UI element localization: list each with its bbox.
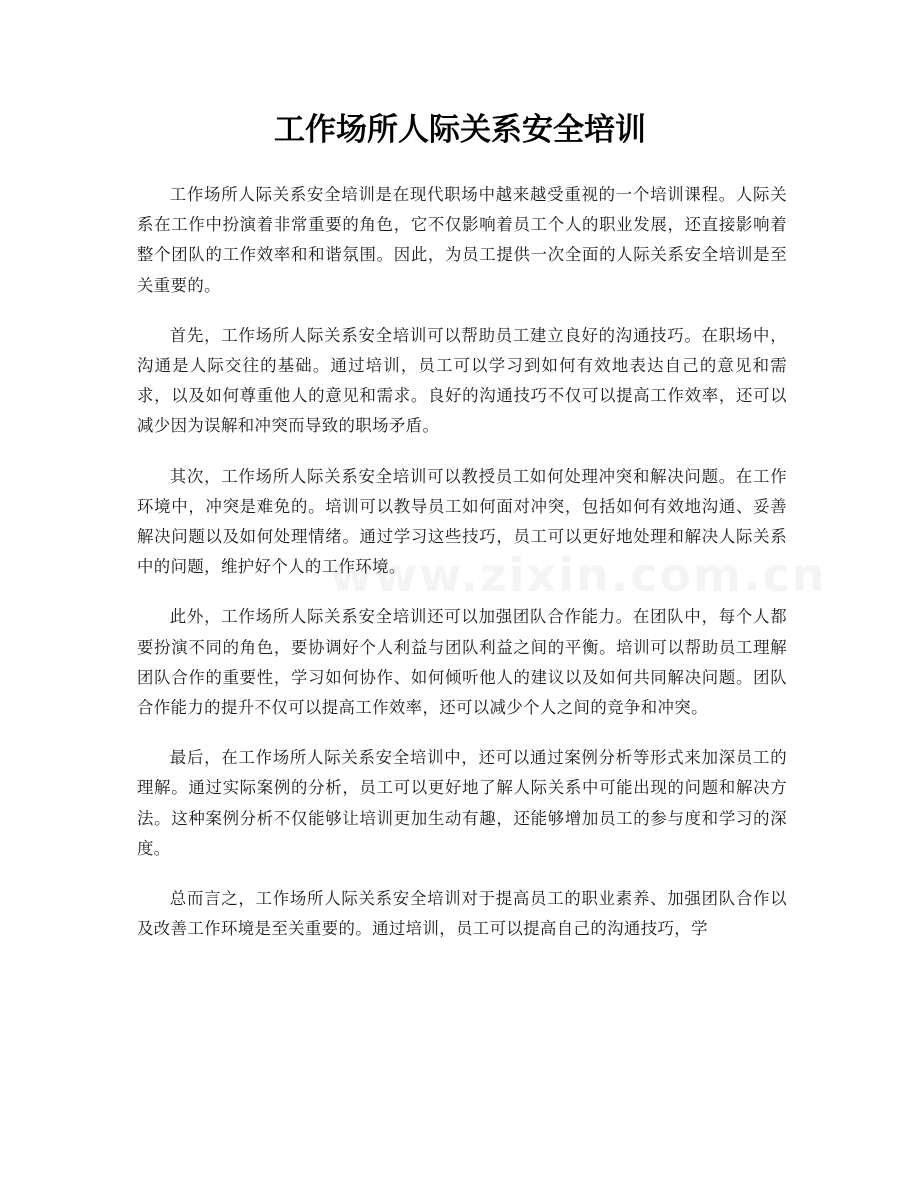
paragraph-5: 最后，在工作场所人际关系安全培训中，还可以通过案例分析等形式来加深员工的理解。通过实际案例的分析，员工可以更好地了解人际关系中可能出现的问题和解决方法。这种案例分析不仅能够让培训更加生动有趣，还能够增加员工的参与度和学习的深度。 [137,748,787,858]
paragraph-4: 此外，工作场所人际关系安全培训还可以加强团队合作能力。在团队中，每个人都要扮演不同的角色，要协调好个人利益与团队利益之间的平衡。培训可以帮助员工理解团队合作的重要性，学习如何协作、如何倾听他人的建议以及如何共同解决问题。团队合作能力的提升不仅可以提高工作效率，还可以减少个人之间的竞争和冲突。 [137,607,787,718]
paragraph-6: 总而言之，工作场所人际关系安全培训对于提高员工的职业素养、加强团队合作以及改善工作环境是至关重要的。通过培训，员工可以提高自己的沟通技巧，学 [137,889,787,939]
paragraph-1: 工作场所人际关系安全培训是在现代职场中越来越受重视的一个培训课程。人际关系在工作中扮演着非常重要的角色，它不仅影响着员工个人的职业发展，还直接影响着整个团队的工作效率和和谐氛围。因此，为员工提供一次全面的人际关系安全培训是至关重要的。 [137,185,787,295]
paragraph-2: 首先，工作场所人际关系安全培训可以帮助员工建立良好的沟通技巧。在职场中，沟通是人际交往的基础。通过培训，员工可以学习到如何有效地表达自己的意见和需求，以及如何尊重他人的意见和需求。良好的沟通技巧不仅可以提高工作效率，还可以减少因为误解和冲突而导致的职场矛盾。 [137,325,787,436]
document-title: 工作场所人际关系安全培训 [274,112,646,148]
document-body [137,180,787,964]
paragraph-3: 其次，工作场所人际关系安全培训可以教授员工如何处理冲突和解决问题。在工作环境中，冲突是难免的。培训可以教导员工如何面对冲突，包括如何有效地沟通、妥善解决问题以及如何处理情绪。通过学习这些技巧，员工可以更好地处理和解决人际关系中的问题，维护好个人的工作环境。 [137,466,787,577]
watermark: www.zixin.com.cn [330,548,827,602]
